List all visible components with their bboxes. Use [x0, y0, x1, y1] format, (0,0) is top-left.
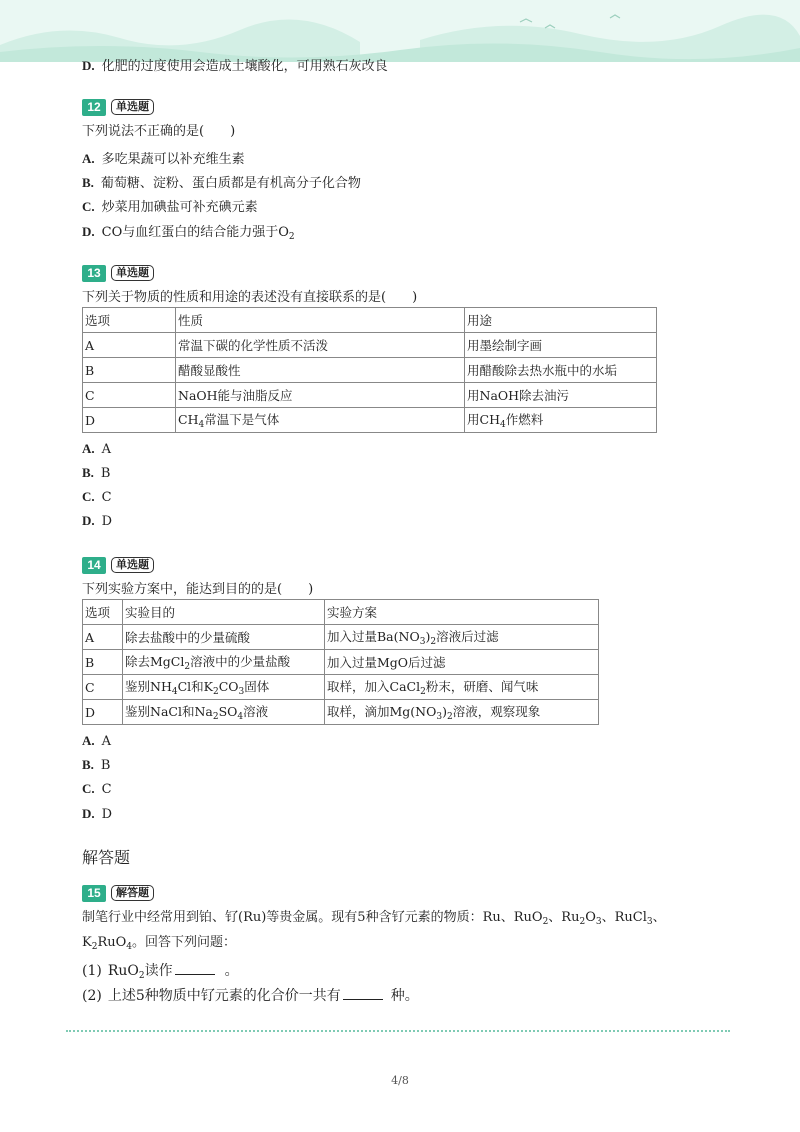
subscript: 4 — [126, 942, 133, 952]
option-b[interactable] — [82, 172, 361, 191]
stem-text: 、RuCl — [601, 910, 647, 925]
stem-text: 。 — [224, 963, 239, 979]
question-table — [82, 307, 657, 433]
question-number: 14 — [82, 557, 106, 574]
cell-text: CO — [218, 679, 239, 694]
table-cell: 加入过量MgO后过滤 — [325, 650, 599, 675]
sub-question-2 — [82, 985, 419, 1005]
subscript: 2 — [91, 942, 98, 952]
table-header-row — [83, 600, 599, 625]
cell-text: 溶液中的少量盐酸 — [190, 654, 291, 669]
cell-text: 溶液后过滤 — [436, 629, 499, 644]
cell-text: ) — [425, 629, 431, 644]
cell-text: 溶液 — [243, 704, 269, 719]
subscript: 4 — [499, 420, 506, 430]
option-text: CO与血红蛋白的结合能力强于O — [101, 225, 289, 240]
cell-text: 除去MgCl — [125, 654, 185, 669]
subscript: 2 — [288, 232, 295, 242]
stem-text: 上述5种物质中钌元素的化合价一共有 — [107, 988, 341, 1004]
table-cell — [465, 408, 657, 433]
subscript: 3 — [419, 637, 426, 647]
cell-text: 常温下是气体 — [204, 412, 280, 427]
subscript: 2 — [542, 917, 549, 927]
option-text: D — [101, 807, 113, 822]
table-row — [83, 408, 657, 433]
table-header-cell: 选项 — [83, 308, 176, 333]
question-stem: 下列实验方案中，能达到目的的是( ) — [82, 582, 314, 597]
stem-text: 。回答下列问题： — [132, 935, 237, 950]
question-stem-line2 — [82, 931, 236, 952]
question-type-tag: 单选题 — [111, 99, 154, 115]
question-type-tag: 单选题 — [111, 557, 154, 573]
option-label: A. — [82, 151, 95, 166]
option-label: D. — [82, 806, 95, 821]
table-header-cell: 性质 — [176, 308, 465, 333]
option-label: D. — [82, 58, 95, 73]
option-label: B. — [82, 465, 94, 480]
table-header-cell: 实验方案 — [325, 600, 599, 625]
table-cell: A — [83, 333, 176, 358]
table-cell: 用墨绘制字画 — [465, 333, 657, 358]
option-text: C — [101, 782, 112, 797]
subscript: 2 — [579, 917, 586, 927]
subscript: 3 — [238, 687, 245, 697]
option-text: 葡萄糖、淀粉、蛋白质都是有机高分子化合物 — [100, 176, 361, 191]
option-label: D. — [82, 513, 95, 528]
cell-text: CH — [178, 412, 199, 427]
question-header — [82, 264, 154, 282]
subscript: 2 — [420, 687, 426, 697]
table-cell: A — [83, 625, 123, 650]
table-row — [83, 650, 599, 675]
option-text: A — [101, 734, 112, 749]
footer-divider — [66, 1030, 730, 1032]
answer-blank[interactable] — [175, 974, 215, 975]
table-cell — [325, 675, 599, 700]
table-header-cell: 用途 — [465, 308, 657, 333]
cell-text: 粉末，研磨、闻气味 — [425, 679, 539, 694]
answer-blank[interactable] — [343, 999, 383, 1000]
table-cell — [325, 700, 599, 725]
table-cell: NaOH能与油脂反应 — [176, 383, 465, 408]
option-b[interactable] — [82, 757, 110, 773]
table-row — [83, 675, 599, 700]
table-cell: D — [83, 408, 176, 433]
cell-text: 鉴别NH — [125, 679, 172, 694]
option-label: C. — [82, 199, 95, 214]
option-label: A. — [82, 733, 95, 748]
stem-text: 种。 — [390, 988, 419, 1004]
subscript: 2 — [447, 712, 453, 722]
question-stem: 下列说法不正确的是( ) — [82, 124, 236, 139]
option-text: B — [100, 466, 111, 481]
cell-text: 固体 — [244, 679, 270, 694]
option-d[interactable] — [82, 513, 112, 529]
option-text: A — [101, 442, 112, 457]
table-row — [83, 625, 599, 650]
cell-text: Cl和K — [177, 679, 213, 694]
subscript: 2 — [430, 637, 437, 647]
question-table — [82, 599, 599, 725]
stem-text: 制笔行业中经常用到铂、钌(Ru)等贵金属。现有5种含钌元素的物质：Ru、RuO — [82, 910, 543, 925]
question-type-tag: 解答题 — [111, 885, 154, 901]
subscript: 2 — [212, 712, 219, 722]
table-cell: 醋酸显酸性 — [176, 358, 465, 383]
option-d[interactable] — [82, 806, 112, 822]
question-header — [82, 98, 154, 116]
table-cell: C — [83, 675, 123, 700]
table-header-row — [83, 308, 657, 333]
table-cell: B — [83, 650, 123, 675]
subscript: 2 — [138, 971, 145, 981]
table-row — [83, 383, 657, 408]
cell-text: ) — [442, 704, 447, 719]
cell-text: 作燃料 — [505, 412, 544, 427]
table-cell: 常温下碳的化学性质不活泼 — [176, 333, 465, 358]
question-header — [82, 556, 154, 574]
option-label: B. — [82, 757, 94, 772]
cell-text: 鉴别NaCl和Na — [125, 704, 213, 719]
option-label: D. — [82, 224, 95, 239]
option-c[interactable] — [82, 196, 258, 215]
option-b[interactable] — [82, 465, 110, 481]
stem-text: 、Ru — [548, 910, 580, 925]
subscript: 3 — [646, 917, 653, 927]
question-header — [82, 884, 154, 902]
option-d[interactable] — [82, 221, 295, 242]
cell-text: 取样，加入CaCl — [327, 679, 421, 694]
table-cell: D — [83, 700, 123, 725]
table-cell: 用NaOH除去油污 — [465, 383, 657, 408]
cell-text: 加入过量Ba(NO — [327, 629, 420, 644]
stem-text: RuO — [97, 935, 127, 950]
subscript: 2 — [212, 687, 219, 697]
subscript: 4 — [198, 420, 205, 430]
page-number: 4/8 — [391, 1074, 409, 1087]
subscript: 2 — [184, 662, 191, 672]
question-type-tag: 单选题 — [111, 265, 154, 281]
table-row — [83, 358, 657, 383]
question-number: 15 — [82, 885, 106, 902]
option-label: C. — [82, 781, 95, 796]
stem-text: 、 — [652, 910, 666, 925]
table-header-cell: 选项 — [83, 600, 123, 625]
table-cell — [176, 408, 465, 433]
option-a[interactable] — [82, 733, 111, 749]
table-cell: 用醋酸除去热水瓶中的水垢 — [465, 358, 657, 383]
cell-text: 用CH — [467, 412, 500, 427]
option-label: B. — [82, 175, 94, 190]
table-header-cell: 实验目的 — [123, 600, 325, 625]
sub-question-1 — [82, 960, 239, 981]
option-a[interactable] — [82, 148, 245, 167]
option-c[interactable] — [82, 489, 112, 505]
subscript: 3 — [595, 917, 602, 927]
subscript: 4 — [171, 687, 178, 697]
table-row — [83, 700, 599, 725]
table-cell: B — [83, 358, 176, 383]
question-stem: 下列关于物质的性质和用途的表述没有直接联系的是( ) — [82, 290, 418, 305]
subscript: 3 — [436, 712, 443, 722]
table-cell — [325, 625, 599, 650]
option-text: D — [101, 514, 113, 529]
cell-text: 溶液，观察现象 — [452, 704, 541, 719]
table-cell: 除去盐酸中的少量硫酸 — [123, 625, 325, 650]
option-c[interactable] — [82, 781, 112, 797]
section-title: 解答题 — [82, 848, 131, 867]
stem-text: 读作 — [144, 963, 173, 979]
question-number: 13 — [82, 265, 106, 282]
option-label: C. — [82, 489, 95, 504]
cell-text: 取样，滴加Mg(NO — [327, 704, 437, 719]
cell-text: SO — [218, 704, 238, 719]
stem-text: K — [82, 935, 92, 950]
table-cell — [123, 650, 325, 675]
sub-question-label: (2) — [82, 988, 102, 1004]
table-row — [83, 333, 657, 358]
option-text: C — [101, 490, 112, 505]
option-a[interactable] — [82, 441, 111, 457]
question-stem — [82, 906, 666, 927]
table-cell — [123, 700, 325, 725]
table-cell — [123, 675, 325, 700]
stem-text: O — [585, 910, 596, 925]
stem-text: RuO — [107, 963, 139, 979]
question-number: 12 — [82, 99, 106, 116]
header-banner — [0, 0, 800, 62]
option-label: A. — [82, 441, 95, 456]
option-text: 炒菜用加碘盐可补充碘元素 — [101, 200, 258, 215]
option-text: 多吃果蔬可以补充维生素 — [101, 152, 245, 167]
option-d[interactable] — [82, 55, 388, 74]
option-text: B — [100, 758, 111, 773]
option-text: 化肥的过度使用会造成土壤酸化，可用熟石灰改良 — [101, 59, 388, 74]
table-cell: C — [83, 383, 176, 408]
sub-question-label: (1) — [82, 963, 102, 979]
subscript: 4 — [237, 712, 244, 722]
